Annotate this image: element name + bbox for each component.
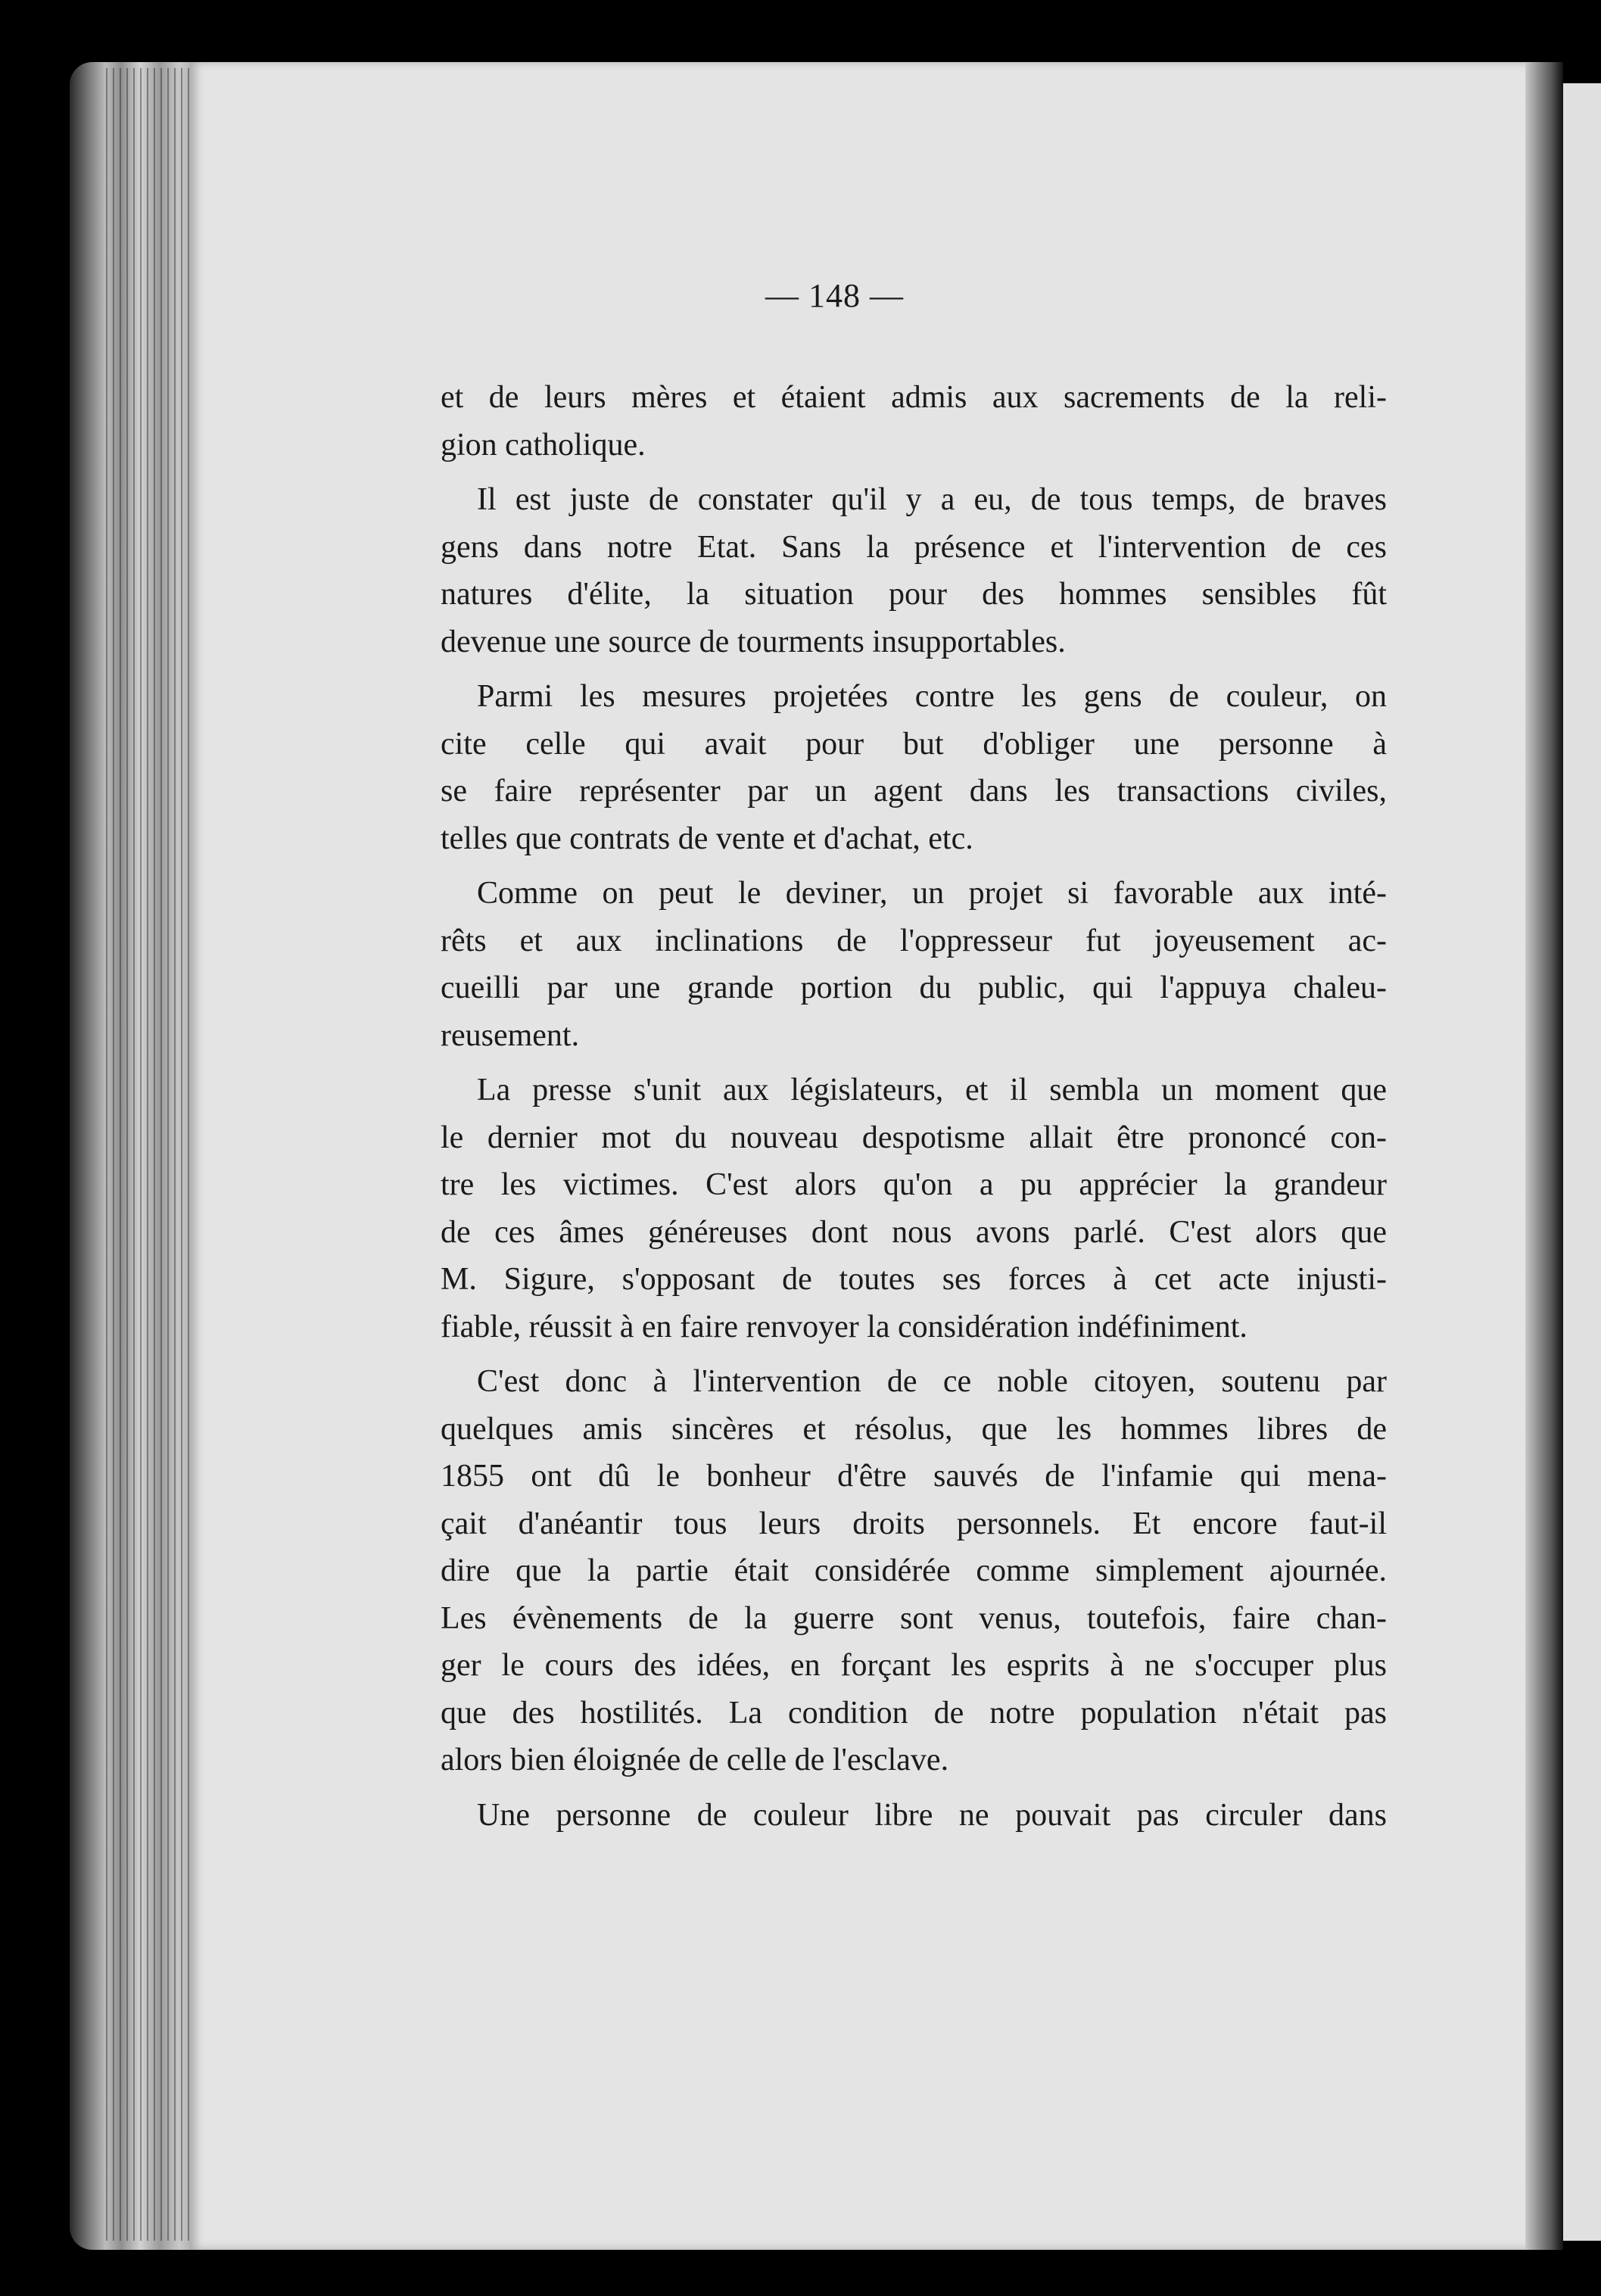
paragraph	[441, 476, 1387, 665]
text-line: telles que contrats de vente et d'achat, etc.	[441, 821, 973, 856]
paragraph	[441, 374, 1387, 469]
text-line: natures d'élite, la situation pour des hommes sensibles fût	[441, 577, 1387, 612]
text-line: de ces âmes généreuses dont nous avons parlé. C'est alors que	[441, 1214, 1387, 1250]
text-line: çait d'anéantir tous leurs droits personnels. Et encore faut-il	[441, 1506, 1387, 1541]
text-line: fiable, réussit à en faire renvoyer la considération indéfiniment.	[441, 1309, 1247, 1344]
paragraph-gap	[441, 1059, 1387, 1067]
text-line: dire que la partie était considérée comme simplement ajournée.	[441, 1553, 1387, 1588]
text-line: M. Sigure, s'opposant de toutes ses forces à cet acte injusti-	[441, 1262, 1387, 1297]
text-line: cite celle qui avait pour but d'obliger une personne à	[441, 726, 1387, 762]
adjacent-page-sliver	[1563, 83, 1601, 2241]
text-line: rêts et aux inclinations de l'oppresseur fut joyeusement ac-	[441, 923, 1387, 958]
text-line: Parmi les mesures projetées contre les gens de couleur, on	[477, 679, 1387, 714]
text-line: le dernier mot du nouveau despotisme allait être prononcé con-	[441, 1120, 1387, 1155]
paragraph	[441, 1792, 1387, 1840]
paragraph-gap	[441, 469, 1387, 476]
text-line: ger le cours des idées, en forçant les esprits à ne s'occuper plus	[441, 1648, 1387, 1683]
book-page-edge-lines	[106, 68, 197, 2241]
paragraph	[441, 1358, 1387, 1784]
text-line: La presse s'unit aux législateurs, et il sembla un moment que	[477, 1073, 1387, 1108]
text-line: Une personne de couleur libre ne pouvait pas circuler dans	[477, 1797, 1387, 1833]
text-line: Comme on peut le deviner, un projet si favorable aux inté-	[477, 876, 1387, 911]
body-text	[441, 374, 1387, 1839]
text-line: cueilli par une grande portion du public, qui l'appuya chaleu-	[441, 970, 1387, 1005]
text-line: Les évènements de la guerre sont venus, toutefois, faire chan-	[441, 1600, 1387, 1636]
text-line: alors bien éloignée de celle de l'esclave.	[441, 1743, 949, 1777]
text-line: quelques amis sincères et résolus, que les hommes libres de	[441, 1411, 1387, 1447]
page-number: — 148 —	[765, 277, 904, 314]
paragraph	[441, 673, 1387, 862]
text-line: que des hostilités. La condition de notre population n'était pas	[441, 1695, 1387, 1731]
text-line: Il est juste de constater qu'il y a eu, de tous temps, de braves	[477, 482, 1387, 517]
text-line: gens dans notre Etat. Sans la présence et l'intervention de ces	[441, 529, 1387, 565]
text-line: C'est donc à l'intervention de ce noble citoyen, soutenu par	[477, 1364, 1387, 1399]
paragraph	[441, 1067, 1387, 1350]
paragraph-gap	[441, 1350, 1387, 1358]
text-line: devenue une source de tourments insupportables.	[441, 624, 1066, 659]
text-line: gion catholique.	[441, 427, 646, 463]
text-line: se faire représenter par un agent dans les transactions civiles,	[441, 774, 1387, 808]
paragraph-gap	[441, 1784, 1387, 1792]
paragraph	[441, 870, 1387, 1059]
paragraph-gap	[441, 665, 1387, 673]
text-line: tre les victimes. C'est alors qu'on a pu apprécier la grandeur	[441, 1167, 1387, 1202]
text-line: 1855 ont dû le bonheur d'être sauvés de l'infamie qui mena-	[441, 1459, 1387, 1494]
book-spine-shadow	[1525, 62, 1563, 2250]
text-line: reusement.	[441, 1017, 580, 1053]
text-line: et de leurs mères et étaient admis aux sacrements de la reli-	[441, 380, 1387, 415]
paragraph-gap	[441, 862, 1387, 870]
